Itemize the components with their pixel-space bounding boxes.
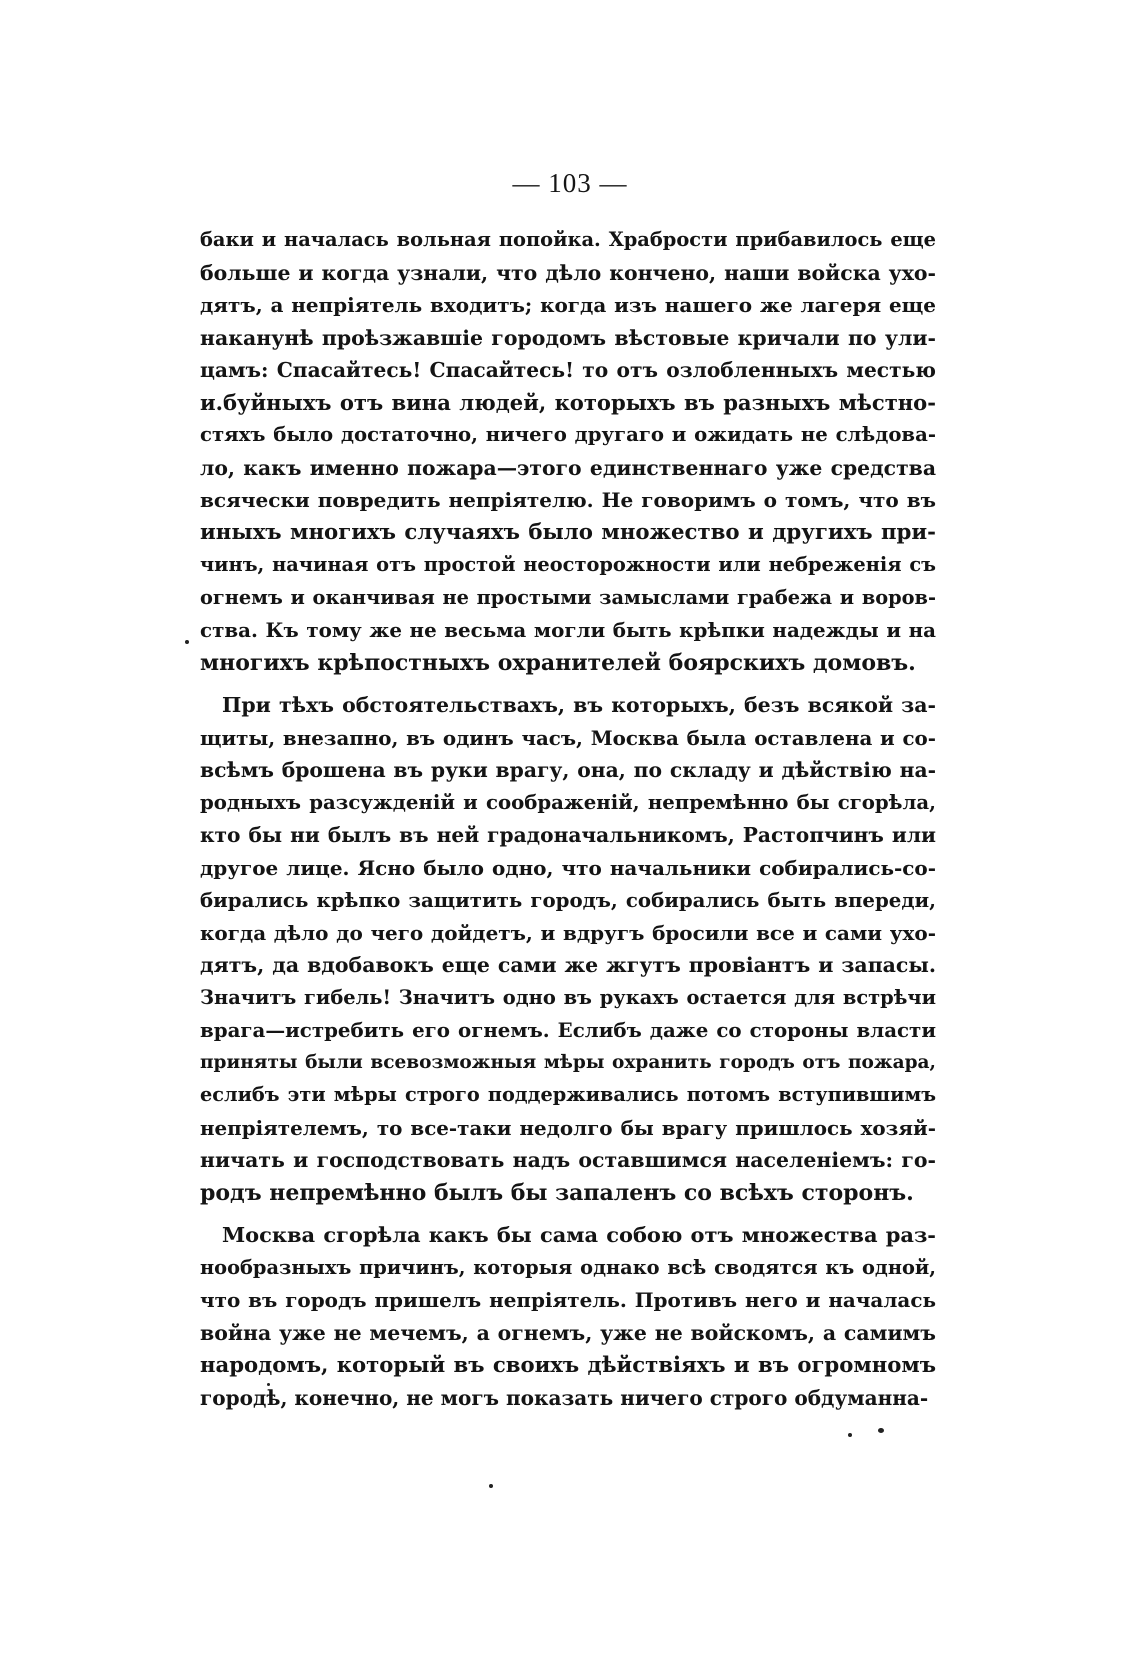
text-line: ло, какъ именно пожара—этого единственнаго уже средства: [200, 455, 936, 480]
paragraph-1: [200, 224, 936, 679]
body-text: [200, 224, 936, 1414]
page-number: — 103 —: [512, 168, 628, 198]
text-line: многихъ крѣпостныхъ охранителей боярскихъ домовъ.: [200, 649, 916, 676]
text-line: война уже не мечемъ, а огнемъ, уже не войскомъ, а самимъ: [200, 1320, 936, 1345]
text-line: нообразныхъ причинъ, которыя однако всѣ сводятся къ одной,: [200, 1255, 936, 1279]
text-line: городѣ, конечно, не могъ показать ничего строго обдуманна-: [200, 1385, 929, 1410]
scan-speck: [489, 1484, 493, 1488]
paragraph-gap: [200, 1209, 936, 1219]
text-line: Москва сгорѣла какъ бы сама собою отъ множества раз-: [222, 1222, 936, 1247]
scan-speck: [185, 640, 189, 644]
text-line: стяхъ было достаточно, ничего другаго и ожидать не слѣдова-: [200, 423, 936, 446]
text-line: всячески повредить непріятелю. Не говоримъ о томъ, что въ: [200, 488, 936, 512]
text-line: наканунѣ проѣзжавшіе городомъ вѣстовые кричали по ули-: [200, 325, 936, 350]
text-line: цамъ: Спасайтесь! Спасайтесь! то отъ озлобленныхъ местью: [200, 358, 936, 382]
paragraph-gap: [200, 679, 936, 689]
text-line: что въ городъ пришелъ непріятель. Противъ него и началась: [200, 1288, 936, 1312]
text-line: когда дѣло до чего дойдетъ, и вдругъ бросили все и сами ухо-: [200, 920, 936, 945]
text-line: всѣмъ брошена въ руки врагу, она, по складу и дѣйствію на-: [200, 758, 936, 782]
text-line: еслибъ эти мѣры строго поддерживались потомъ вступившимъ: [200, 1083, 936, 1106]
text-line: народомъ, который въ своихъ дѣйствіяхъ и въ огромномъ: [200, 1352, 936, 1377]
text-line: и.буйныхъ отъ вина людей, которыхъ въ разныхъ мѣстно-: [200, 389, 936, 415]
paragraph-3: [200, 1219, 936, 1414]
text-line: дятъ, а непріятель входитъ; когда изъ нашего же лагеря еще: [200, 293, 936, 317]
text-line: бирались крѣпко защитить городъ, собирались быть впереди,: [200, 888, 936, 912]
text-line: иныхъ многихъ случаяхъ было множество и другихъ при-: [200, 519, 936, 545]
text-line: огнемъ и оканчивая не простыми замыслами грабежа и воров-: [200, 585, 936, 609]
text-line: непріятелемъ, то все-таки недолго бы врагу пришлось хозяй-: [200, 1115, 936, 1140]
text-line: кто бы ни былъ въ ней градоначальникомъ, Растопчинъ или: [200, 823, 936, 847]
text-line: другое лице. Ясно было одно, что начальники собирались-со-: [200, 855, 936, 880]
text-line: ства. Къ тому же не весьма могли быть крѣпки надежды и на: [200, 618, 936, 642]
text-line: щиты, внезапно, въ одинъ часъ, Москва была оставлена и со-: [200, 725, 936, 750]
text-line: При тѣхъ обстоятельствахъ, въ которыхъ, безъ всякой за-: [222, 693, 936, 717]
text-line: дятъ, да вдобавокъ еще сами же жгутъ провіантъ и запасы.: [200, 953, 936, 977]
text-line: приняты были всевозможныя мѣры охранить городъ отъ пожара,: [200, 1051, 936, 1073]
text-line: врага—истребить его огнемъ. Еслибъ даже со стороны власти: [200, 1018, 936, 1042]
text-line: больше и когда узнали, что дѣло кончено, наши войска ухо-: [200, 260, 936, 285]
scan-speck: [878, 1428, 884, 1433]
scan-speck: [267, 1383, 270, 1386]
paragraph-2: [200, 689, 936, 1209]
text-line: Значитъ гибель! Значитъ одно въ рукахъ остается для встрѣчи: [200, 985, 936, 1009]
text-line: чинъ, начиная отъ простой неосторожности или небреженія съ: [200, 553, 936, 576]
text-line: родъ непремѣнно былъ бы запаленъ со всѣхъ сторонъ.: [200, 1179, 914, 1206]
text-line: баки и началась вольная попойка. Храбрости прибавилось еще: [200, 228, 936, 251]
text-line: ничать и господствовать надъ оставшимся населеніемъ: го-: [200, 1148, 936, 1172]
scan-speck: [848, 1433, 852, 1437]
text-line: родныхъ разсужденій и соображеній, непремѣнно бы сгорѣла,: [200, 790, 936, 814]
